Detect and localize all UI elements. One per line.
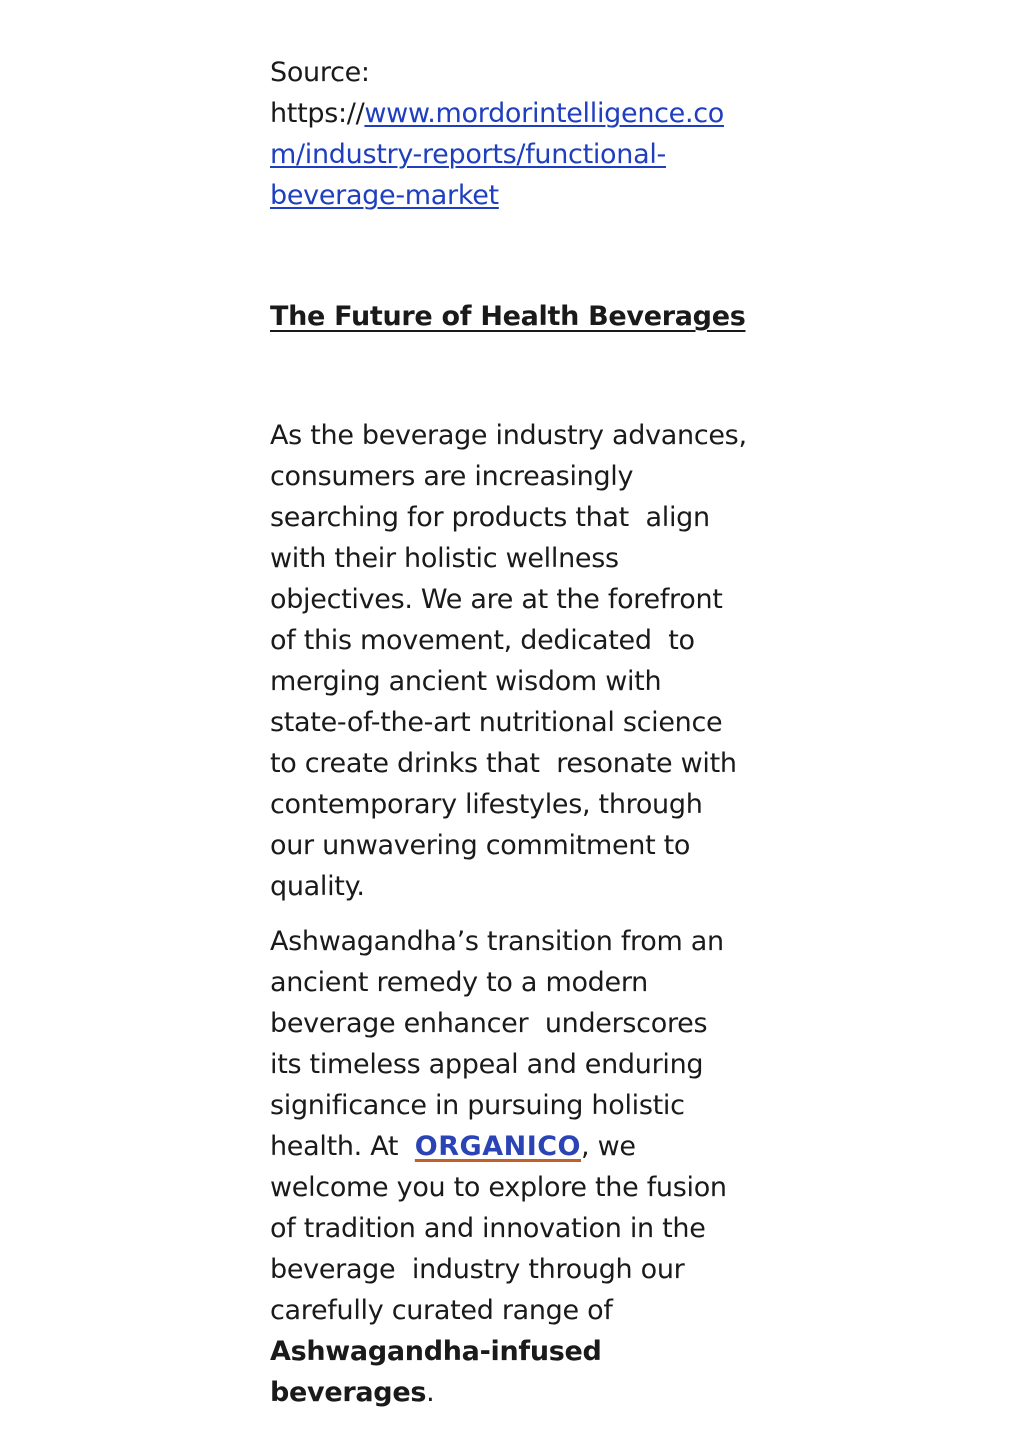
bold-product-line-end <box>270 1372 770 1413</box>
paragraph-line: to create drinks that resonate with <box>270 748 737 779</box>
end-punctuation: . <box>426 1377 435 1408</box>
source-url-line-1 <box>270 93 770 134</box>
paragraph-line: with their holistic wellness <box>270 543 619 574</box>
paragraph-line: ancient remedy to a modern <box>270 967 648 998</box>
organico-brand-link[interactable]: ORGANICO <box>414 1131 582 1162</box>
brand-line-prefix: health. At <box>270 1131 415 1162</box>
paragraph-line: of this movement, dedicated to <box>270 625 695 656</box>
paragraph-line: of tradition and innovation in the <box>270 1213 706 1244</box>
paragraph-intro <box>270 415 770 907</box>
source-link-part-2[interactable]: m/industry-reports/functional- <box>270 139 666 170</box>
source-url-line-2 <box>270 134 770 175</box>
paragraph-line: quality. <box>270 871 365 902</box>
paragraph-line: its timeless appeal and enduring <box>270 1049 704 1080</box>
source-link-part-1[interactable]: www.mordorintelligence.co <box>364 98 725 129</box>
brand-line <box>270 1126 770 1167</box>
paragraph-line: contemporary lifestyles, through <box>270 789 703 820</box>
bold-product-word: beverages <box>270 1377 427 1408</box>
paragraph-line: beverage enhancer underscores <box>270 1008 708 1039</box>
paragraph-line: welcome you to explore the fusion <box>270 1172 727 1203</box>
paragraph-line: consumers are increasingly <box>270 461 634 492</box>
source-link-part-3[interactable]: beverage-market <box>270 180 499 211</box>
bold-product-line: Ashwagandha-infused <box>270 1336 602 1367</box>
source-block <box>270 52 770 216</box>
paragraph-line: significance in pursuing holistic <box>270 1090 685 1121</box>
source-url-line-3 <box>270 175 770 216</box>
paragraph-line: carefully curated range of <box>270 1295 613 1326</box>
brand-line-suffix: , we <box>581 1131 636 1162</box>
paragraph-line: merging ancient wisdom with <box>270 666 662 697</box>
paragraph-line: As the beverage industry advances, <box>270 420 747 451</box>
paragraph-line: objectives. We are at the forefront <box>270 584 723 615</box>
source-label: Source: <box>270 57 370 88</box>
source-url-prefix: https:// <box>270 98 365 129</box>
paragraph-line: our unwavering commitment to <box>270 830 691 861</box>
section-heading: The Future of Health Beverages <box>270 301 746 332</box>
paragraph-line: searching for products that align <box>270 502 710 533</box>
paragraph-ashwagandha <box>270 921 770 1413</box>
paragraph-line: beverage industry through our <box>270 1254 685 1285</box>
paragraph-line: state-of-the-art nutritional science <box>270 707 723 738</box>
paragraph-line: Ashwagandha’s transition from an <box>270 926 724 957</box>
article <box>270 52 770 1413</box>
